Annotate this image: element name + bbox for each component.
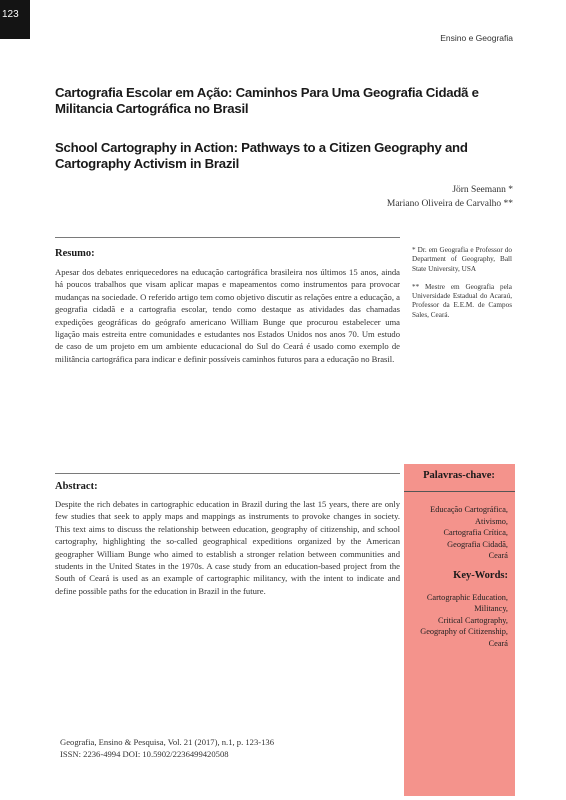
keyword-en: Cartographic Education,: [426, 592, 508, 602]
author-list: [387, 183, 513, 211]
keyword-pt: Ativismo,: [475, 516, 508, 526]
keyword-pt: Cartografia Crítica,: [443, 528, 508, 537]
footnote-2: ** Mestre em Geografia pela Universidade Estadual do Acaraú, Professor da E.E.M. de Campos Sales, Ceará.: [412, 282, 512, 319]
keyword-pt: Educação Cartográfica,: [430, 505, 508, 514]
keyword-pt: Ceará: [488, 551, 508, 560]
palavras-chave-heading: Palavras-chave:: [423, 470, 495, 481]
keywords-divider: [404, 491, 515, 492]
abstract-text: Despite the rich debates in cartographic education in Brazil during the last 15 years, there are only few studies that seek to apply maps and mappings as instruments to provoke changes in society. This text aims to discuss the relationship between education, geography of citizenship, and school cartography, highlighting the so-called geographical expeditions organized by the American geographer William Bunge who aimed to establish a stronger relation between communities and students in the United States in the 1970s. A case study from an education-based project from the South of Ceará is used as an example of cartographic militancy, with the intent to indicate and define possible paths for the education in Brazil in the future.: [55, 499, 400, 596]
key-words-heading: Key-Words:: [453, 569, 508, 581]
keyword-en: Geography of Citizenship,: [420, 627, 508, 636]
title-portuguese: Cartografia Escolar em Ação: Caminhos Para Uma Geografia Cidadã e Militancia Cartográfica no Brasil: [55, 85, 479, 116]
keywords-pt-list: [410, 504, 508, 562]
abstract-divider: [55, 473, 400, 474]
keywords-box: [404, 464, 515, 796]
keyword-en: Ceará: [488, 638, 508, 648]
keyword-pt: Geografia Cidadã,: [447, 539, 508, 549]
keywords-en-list: [410, 592, 508, 650]
footnote-1: * Dr. em Geografia e Professor do Department of Geography, Ball State University, USA: [412, 246, 512, 273]
author-2: Mariano Oliveira de Carvalho **: [386, 199, 513, 209]
page-number: 123: [0, 0, 30, 39]
author-1: Jörn Seemann *: [452, 185, 513, 195]
resumo-text: Apesar dos debates enriquecedores na educação cartográfica brasileira nos últimos 15 anos, ainda há poucos trabalhos que visam aplicar mapas e mapeamentos como instrumentos para provocar mudanças na sociedade. O referido artigo tem como objetivo discutir as relações entre a educação, a geografia cidadã e a cartografia escolar, tendo como destaque as atividades das chamadas expedições geográficas do geógrafo americano William Bunge que procurou estabelecer uma ligação mais estreita entre comunidades e estudantes nos Estados Unidos nos anos 70. Um estudo de caso de um projeto em um ambiente educacional do Sul do Ceará é usado como exemplo de militância cartográfica para indicar e definir possíveis caminhos futuros para a educação no Brasil.: [55, 267, 400, 364]
title-english: School Cartography in Action: Pathways to a Citizen Geography and Cartography Activism in Brazil: [55, 140, 468, 171]
author-footnotes: [412, 246, 512, 329]
citation-line-1: Geografia, Ensino & Pesquisa, Vol. 21 (2017), n.1, p. 123-136: [60, 737, 275, 747]
journal-citation: [60, 737, 274, 760]
abstract-heading: Abstract:: [55, 481, 98, 492]
resumo-divider: [55, 237, 400, 238]
keyword-en: Critical Cartography,: [438, 615, 508, 625]
citation-line-2: ISSN: 2236-4994 DOI: 10.5902/2236499420508: [60, 748, 229, 759]
running-head: Ensino e Geografia: [440, 33, 513, 43]
resumo-heading: Resumo:: [55, 248, 95, 259]
keyword-en: Militancy,: [474, 604, 508, 613]
